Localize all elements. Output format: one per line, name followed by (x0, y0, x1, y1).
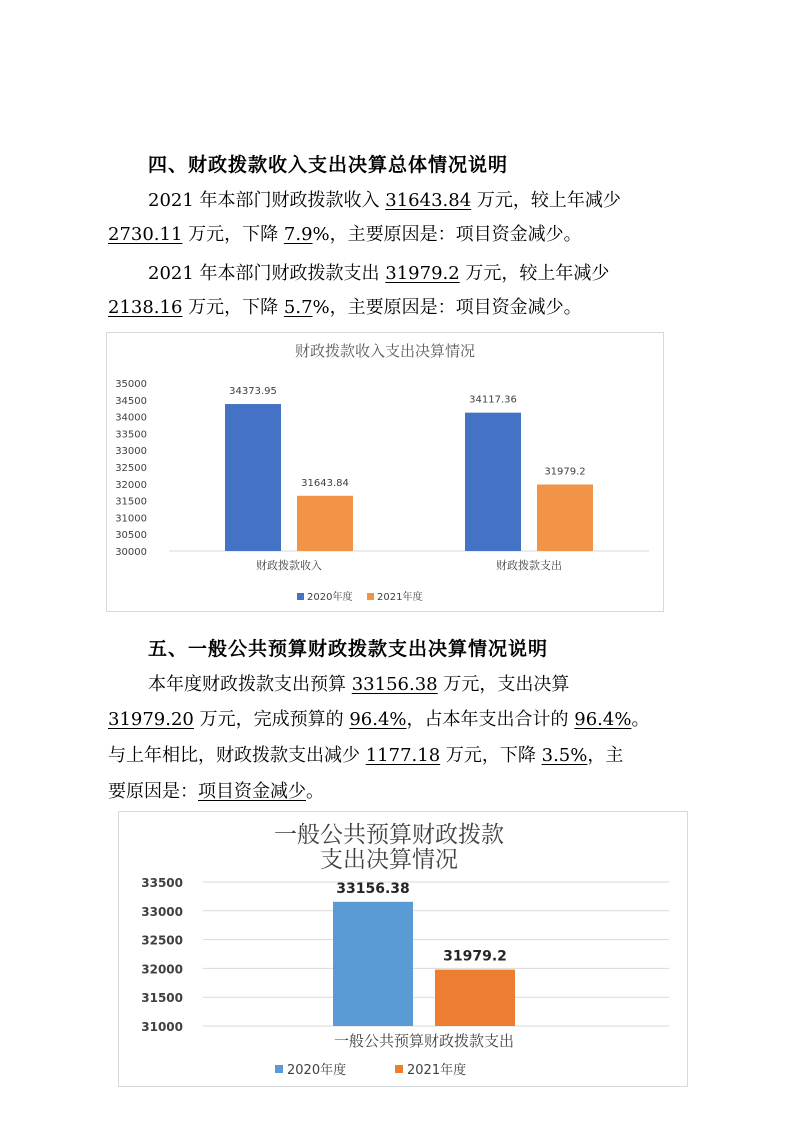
y-tick-label: 30500 (115, 530, 147, 542)
x-category-label: 一般公共预算财政拨款支出 (333, 1032, 515, 1050)
expense-decrease-percent: 5.7 (283, 297, 313, 318)
section4-heading: 四、财政拨款收入支出决算总体情况说明 (148, 154, 509, 176)
legend-label: 2021年度 (377, 592, 423, 603)
y-tick-label: 31000 (141, 1020, 183, 1034)
chart-general-budget-svg (119, 812, 687, 1086)
section5-paragraph1: 本年度财政拨款支出预算 33156.38 万元，支出决算 31979.20 万元，完成预算的 96.4%，占本年支出合计的 96.4%。 与上年相比，财政拨款支出减少 1177.18 万元，下降 3.5%，主 要原因是：项目资金减少。 (108, 674, 650, 802)
data-label: 33156.38 (336, 880, 410, 897)
y-tick-label: 33500 (141, 876, 183, 890)
yoy-decrease-percent: 3.5% (541, 745, 588, 766)
legend-swatch (275, 1065, 283, 1073)
data-label: 31979.2 (443, 948, 507, 965)
x-category-label: 财政拨款支出 (496, 559, 562, 572)
budget-completion-percent: 96.4% (349, 709, 407, 730)
income-decrease-percent: 7.9 (283, 224, 313, 245)
y-tick-label: 34000 (115, 412, 147, 424)
bar (225, 404, 281, 551)
bar (333, 902, 413, 1026)
income-decrease-value: 2730.11 (108, 224, 183, 245)
data-label: 31979.2 (544, 466, 586, 478)
data-label: 31643.84 (301, 477, 349, 489)
total-share-percent: 96.4% (574, 709, 632, 730)
legend-swatch (395, 1065, 403, 1073)
x-category-label: 财政拨款收入 (256, 559, 322, 572)
y-tick-label: 33000 (141, 904, 183, 919)
data-label: 34373.95 (229, 386, 277, 398)
section4-paragraph2: 2021 年本部门财政拨款支出 31979.2 万元，较上年减少 2138.16 万元，下降 5.7%，主要原因是：项目资金减少。 (108, 263, 610, 318)
yoy-decrease-value: 1177.18 (365, 745, 441, 766)
bar (465, 413, 521, 551)
y-tick-label: 35000 (115, 379, 147, 390)
y-tick-label: 31500 (141, 991, 183, 1006)
y-tick-label: 32500 (141, 933, 183, 948)
legend-swatch (367, 593, 374, 600)
y-tick-label: 32000 (141, 962, 183, 977)
expense-decrease-value: 2138.16 (108, 297, 183, 318)
y-tick-label: 33500 (115, 429, 147, 441)
expense-2021-value: 31979.2 (385, 263, 460, 284)
bar (297, 496, 353, 551)
chart-title-line2: 支出决算情况 (320, 847, 458, 873)
chart-title-line1: 一般公共预算财政拨款 (274, 822, 504, 848)
chart-general-budget (118, 811, 688, 1087)
chart-title: 财政拨款收入支出决算情况 (294, 342, 476, 360)
y-tick-label: 32500 (115, 463, 147, 474)
bar (435, 970, 515, 1026)
y-tick-label: 31000 (115, 513, 147, 525)
section5-heading: 五、一般公共预算财政拨款支出决算情况说明 (148, 638, 549, 660)
y-tick-label: 33000 (115, 446, 147, 458)
final-account-value: 31979.20 (108, 709, 194, 730)
income-2021-value: 31643.84 (385, 190, 472, 211)
y-tick-label: 31500 (115, 496, 147, 508)
y-tick-label: 30000 (115, 547, 147, 558)
legend-label: 2021年度 (407, 1063, 467, 1078)
reason-text: 项目资金减少 (198, 781, 306, 802)
y-tick-label: 32000 (115, 479, 147, 491)
legend-swatch (297, 593, 304, 600)
legend-label: 2020年度 (287, 1063, 347, 1078)
legend-label: 2020年度 (307, 592, 353, 603)
budget-value: 33156.38 (351, 674, 438, 695)
data-label: 34117.36 (469, 394, 517, 406)
chart-income-expense-svg (107, 333, 663, 611)
y-tick-label: 34500 (115, 395, 147, 407)
section4-paragraph1: 2021 年本部门财政拨款收入 31643.84 万元，较上年减少 2730.11 万元，下降 7.9%，主要原因是：项目资金减少。 (108, 190, 621, 245)
bar (537, 484, 593, 551)
chart-income-expense (106, 332, 664, 612)
